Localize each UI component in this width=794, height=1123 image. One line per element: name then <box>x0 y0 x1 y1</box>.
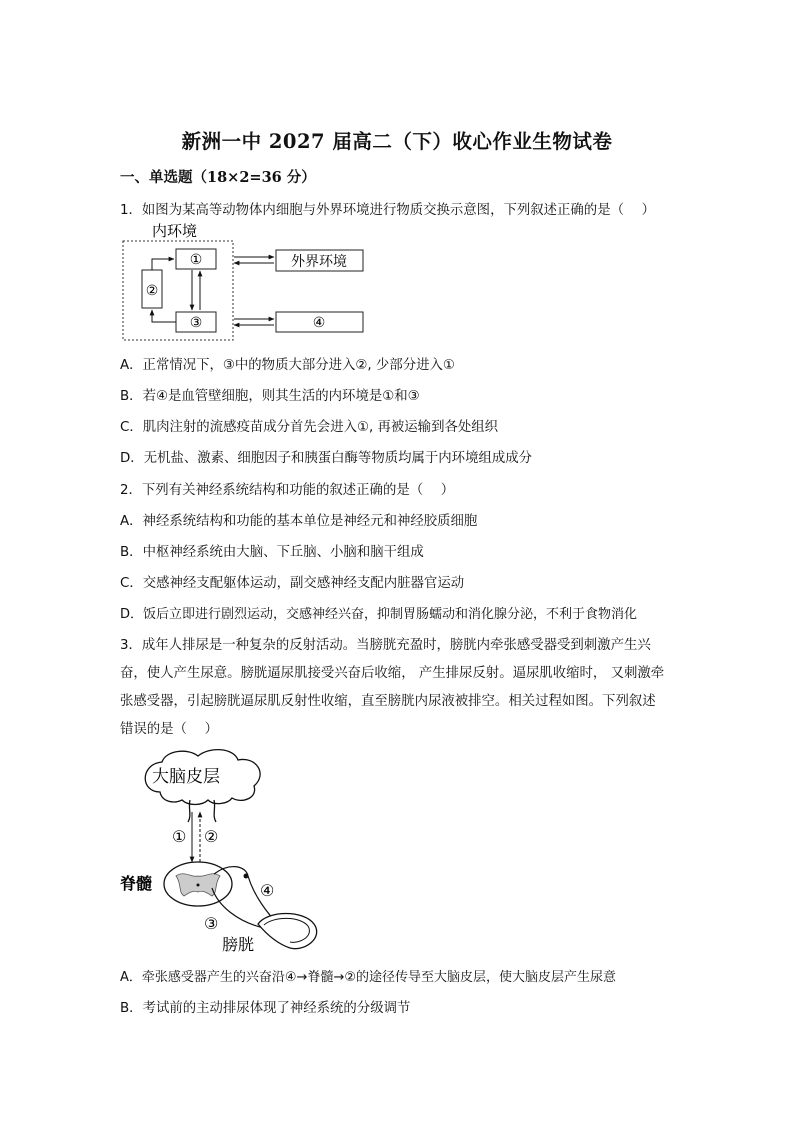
box-2-label: ② <box>145 283 159 299</box>
nerve-4-label: ④ <box>260 881 275 900</box>
brain-label: 大脑皮层 <box>152 767 220 787</box>
central-canal <box>197 884 200 887</box>
q3-stem-line-2: 奋，使人产生尿意。膀胱逼尿肌接受兴奋后收缩， 产生排尿反射。逼尿肌收缩时， 又刺激牵 <box>120 666 665 681</box>
outer-env-label: 外界环境 <box>291 254 347 270</box>
q1-exchange-diagram <box>120 220 380 345</box>
page-title: 新洲一中 2027 届高二（下）收心作业生物试卷 <box>181 130 613 153</box>
nerve-3-label: ③ <box>204 914 219 933</box>
box-4-label: ④ <box>312 315 326 331</box>
pathway-2-label: ② <box>204 827 219 846</box>
pathway-1-label: ① <box>172 827 187 846</box>
box-1-label: ① <box>189 252 203 268</box>
q2-option-d: D．饭后立即进行剧烈运动，交感神经兴奋，抑制胃肠蠕动和消化腺分泌，不利于食物消化 <box>120 607 638 622</box>
q1-option-a: A．正常情况下，③中的物质大部分进入②, 少部分进入① <box>120 358 455 373</box>
q2-option-c: C．交感神经支配躯体运动，副交感神经支配内脏器官运动 <box>120 576 465 591</box>
q3-stem-line-1: 3．成年人排尿是一种复杂的反射活动。当膀胱充盈时，膀胱内牵张感受器受到刺激产生兴 <box>120 638 651 653</box>
arrow-3-to-2 <box>152 310 176 322</box>
q3-stem-line-3: 张感受器，引起膀胱逼尿肌反射性收缩，直至膀胱内尿液被排空。相关过程如图。下列叙述 <box>120 694 656 709</box>
ganglion <box>244 874 249 879</box>
section-heading: 一、单选题（18×2=36 分） <box>120 169 316 186</box>
q1-option-b: B．若④是血管壁细胞，则其生活的内环境是①和③ <box>120 389 420 404</box>
bladder-label: 膀胱 <box>222 935 255 954</box>
q3-option-b: B．考试前的主动排尿体现了神经系统的分级调节 <box>120 1001 411 1016</box>
q2-stem: 2．下列有关神经系统结构和功能的叙述正确的是（ ） <box>120 483 455 498</box>
q3-option-a: A．牵张感受器产生的兴奋沿④→脊髓→②的途径传导至大脑皮层，使大脑皮层产生尿意 <box>120 970 616 985</box>
q1-option-c: C．肌肉注射的流感疫苗成分首先会进入①, 再被运输到各处组织 <box>120 420 499 435</box>
box-3-label: ③ <box>189 315 203 331</box>
arrow-2-to-1 <box>152 259 174 270</box>
q2-option-b: B．中枢神经系统由大脑、下丘脑、小脑和脑干组成 <box>120 545 424 560</box>
spinal-label: 脊髓 <box>120 874 153 893</box>
q1-stem: 1．如图为某高等动物体内细胞与外界环境进行物质交换示意图，下列叙述正确的是（ ） <box>120 203 656 218</box>
q3-reflex-diagram <box>118 746 338 956</box>
q1-option-d: D．无机盐、激素、细胞因子和胰蛋白酶等物质均属于内环境组成成分 <box>120 451 533 466</box>
inner-env-label: 内环境 <box>152 222 198 240</box>
q2-option-a: A．神经系统结构和功能的基本单位是神经元和神经胶质细胞 <box>120 514 478 529</box>
q3-stem-line-4: 错误的是（ ） <box>120 722 218 737</box>
